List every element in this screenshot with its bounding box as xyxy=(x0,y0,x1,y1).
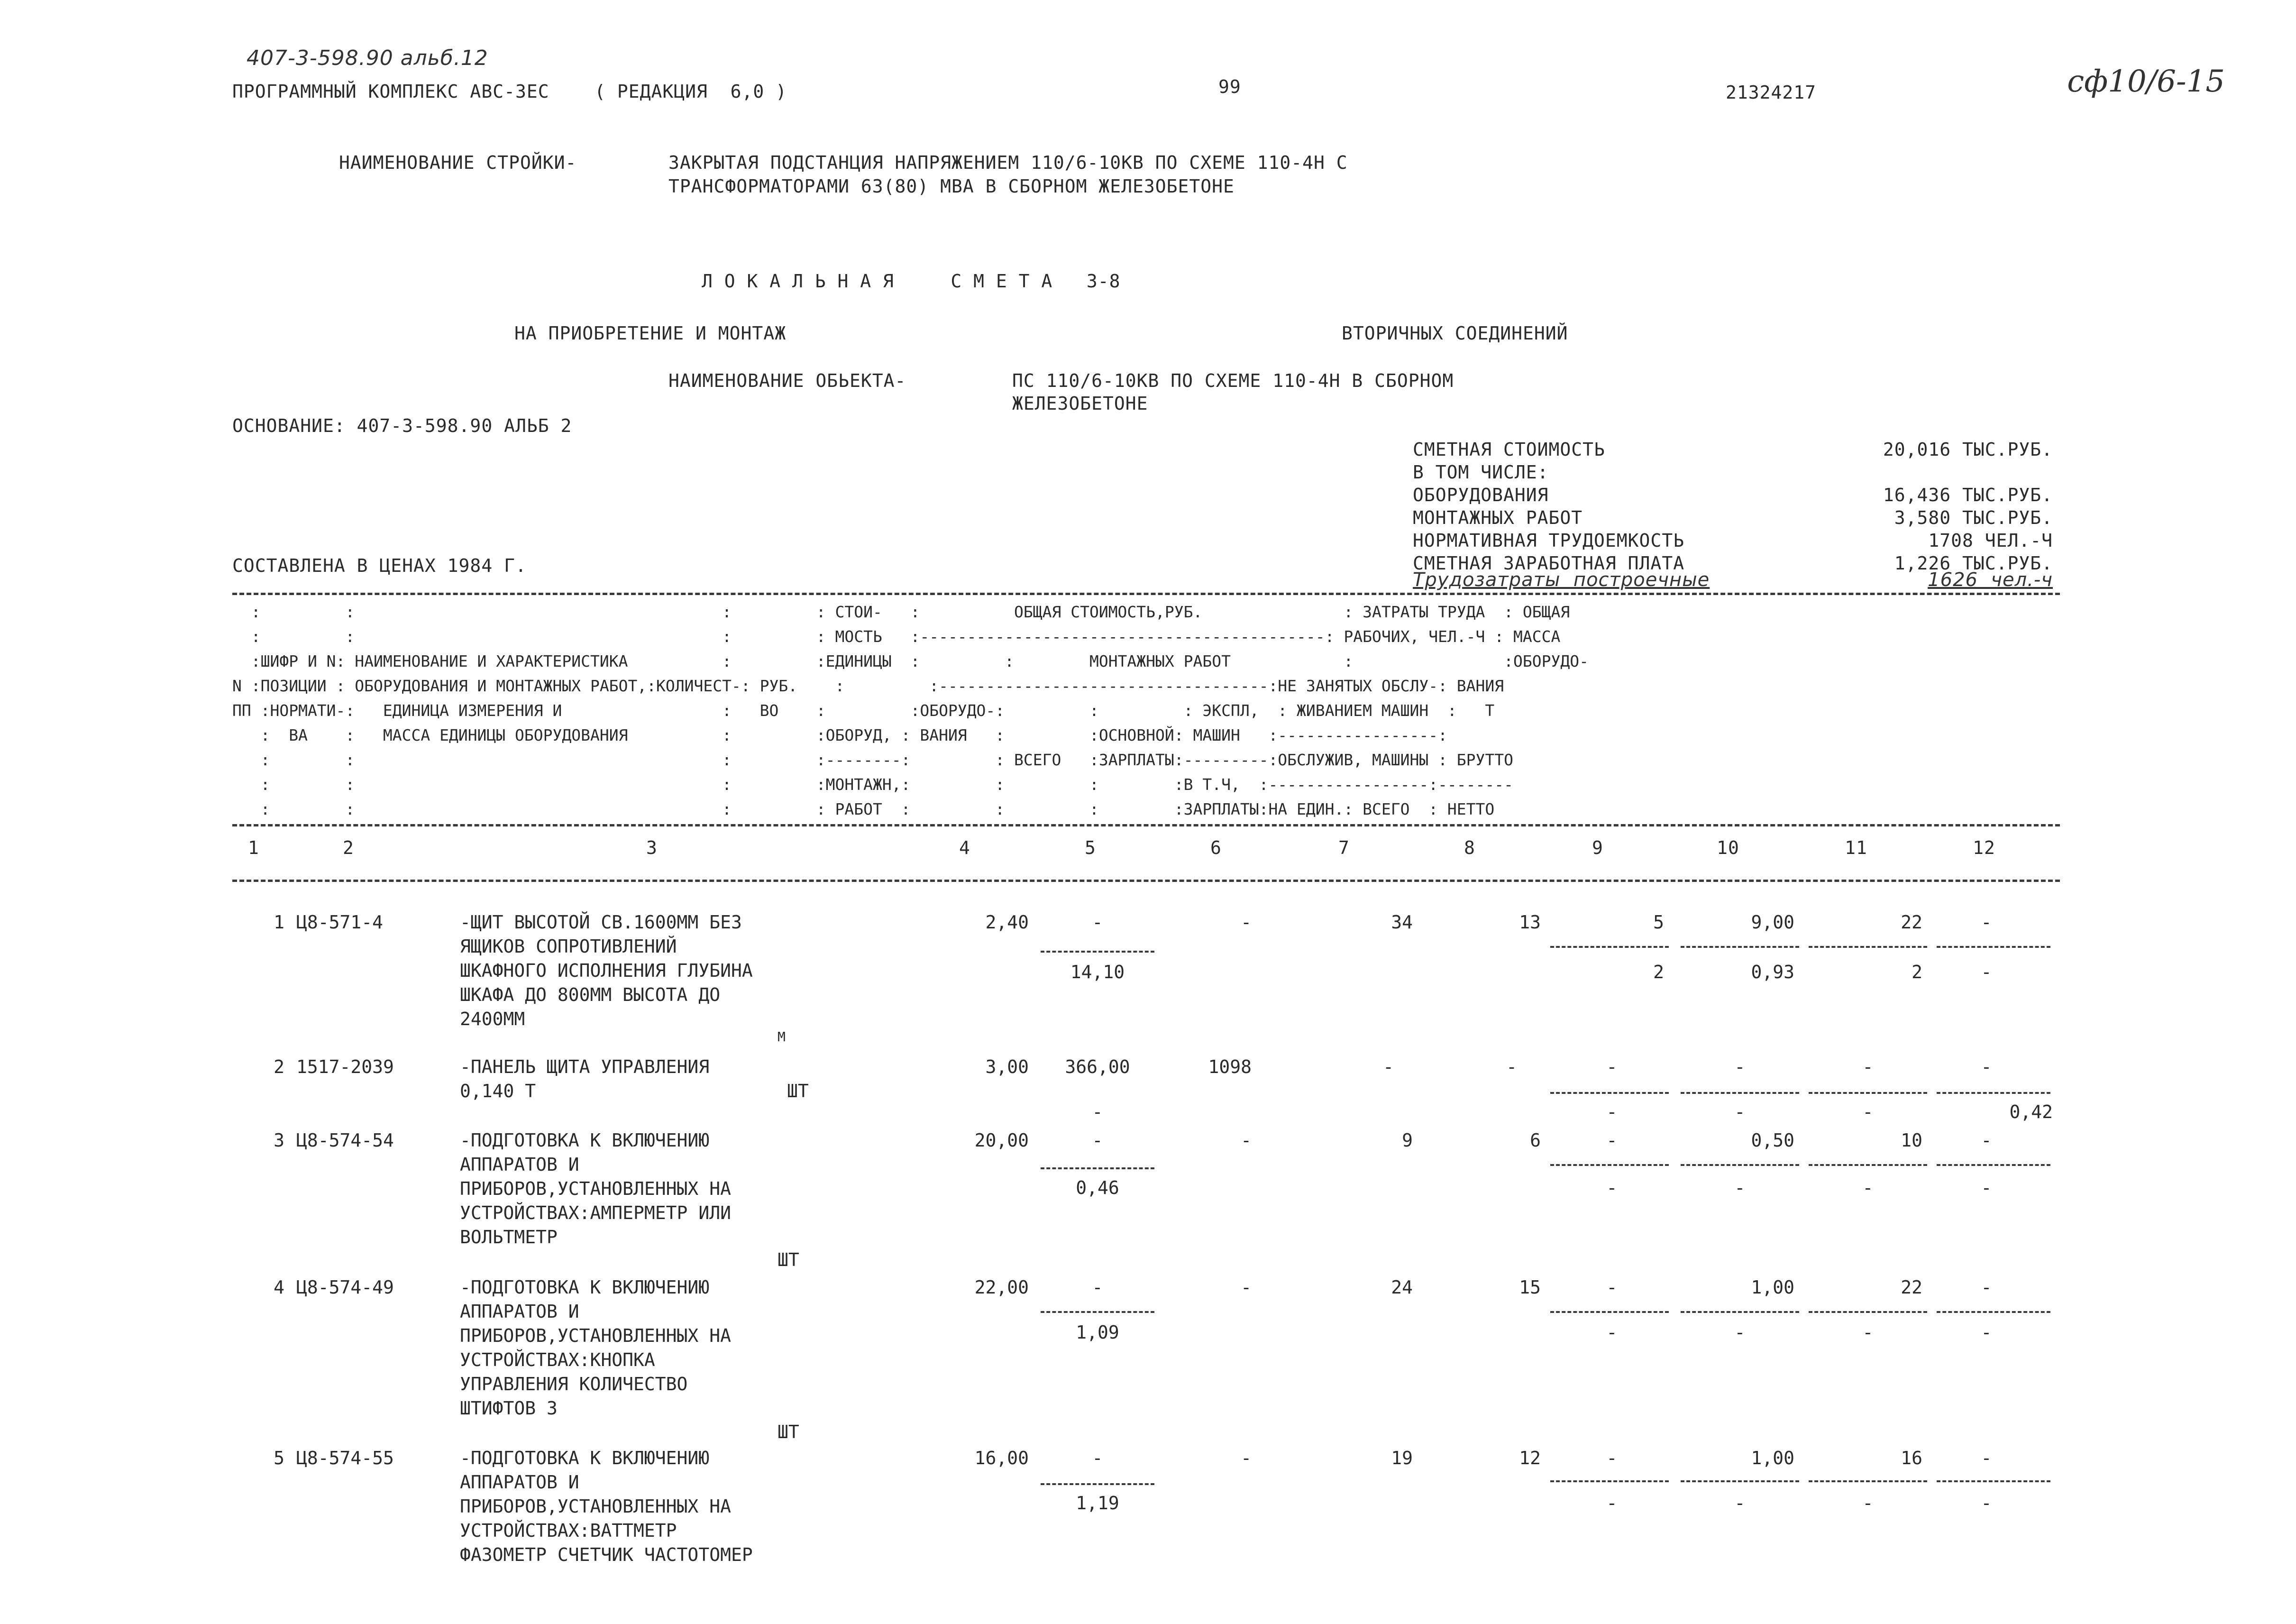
row-number: 2 xyxy=(274,1056,284,1077)
mass-net: 0,42 xyxy=(2009,1101,2053,1122)
handwritten-code: сф10/6-15 xyxy=(2067,64,2225,99)
labor-machine-per-unit: - xyxy=(1734,1493,1746,1514)
machine-wages: - xyxy=(1606,1101,1618,1122)
machine-operation: 5 xyxy=(1653,912,1664,933)
row-code: Ц8-574-49 xyxy=(296,1277,394,1298)
labor-per-unit: 1,00 xyxy=(1751,1448,1794,1468)
mass-net: - xyxy=(1981,1322,1992,1343)
labor-machine-total: - xyxy=(1862,1493,1874,1514)
row-description: -ПОДГОТОВКА К ВКЛЮЧЕНИЮ АППАРАТОВ И ПРИБОРОВ,УСТАНОВЛЕННЫХ НА УСТРОЙСТВАХ:АМПЕРМЕТР ИЛИ ВОЛЬТМЕТР xyxy=(460,1130,731,1248)
equipment-cost: - xyxy=(1241,1448,1252,1468)
table-header-line: : ВА : МАССА ЕДИНИЦЫ ОБОРУДОВАНИЯ : :ОБОРУД, : ВАНИЯ : :ОСНОВНОЙ: МАШИН :-----------------: xyxy=(232,726,1447,744)
construction-name-line-1: ЗАКРЫТАЯ ПОДСТАНЦИЯ НАПРЯЖЕНИЕМ 110/6-10КВ ПО СХЕМЕ 110-4Н С xyxy=(668,152,1348,173)
program-name: ПРОГРАММНЫЙ КОМПЛЕКС АВС-3ЕС ( РЕДАКЦИЯ 6,0 ) xyxy=(232,81,787,102)
labor-total: 10 xyxy=(1901,1130,1922,1151)
estimate-title: Л О К А Л Ь Н А Я С М Е Т А 3-8 xyxy=(702,271,1121,292)
labor-machine-total: 2 xyxy=(1912,962,1922,982)
labor-machine-per-unit: - xyxy=(1734,1101,1746,1122)
row-unit: М xyxy=(778,1029,786,1045)
labor-per-unit: 0,50 xyxy=(1751,1130,1794,1151)
row-code: 1517-2039 xyxy=(296,1056,394,1077)
row-description: -ПАНЕЛЬ ЩИТА УПРАВЛЕНИЯ 0,140 Т xyxy=(460,1056,710,1101)
base-wages: 15 xyxy=(1519,1277,1541,1298)
table-header-line: N :ПОЗИЦИИ : ОБОРУДОВАНИЯ И МОНТАЖНЫХ РАБОТ,:КОЛИЧЕСТ-: РУБ. : :-----------------------------------:НЕ ЗАНЯТЫХ ОБСЛУ-: ВАНИЯ xyxy=(232,677,1504,695)
labor-per-unit: 1,00 xyxy=(1751,1277,1794,1298)
unit-cost-installation: 14,10 xyxy=(1070,962,1125,982)
table-header-line: : : : :--------: : ВСЕГО :ЗАРПЛАТЫ:---------:ОБСЛУЖИВ, МАШИНЫ : БРУТТО xyxy=(232,751,1514,769)
labor-total: 16 xyxy=(1901,1448,1922,1468)
table-header-line: : : : : РАБОТ : : : :ЗАРПЛАТЫ:НА ЕДИН.: ВСЕГО : НЕТТО xyxy=(232,800,1495,818)
summary-value: 20,016 ТЫС.РУБ. xyxy=(1883,439,2053,460)
column-number: 4 xyxy=(959,837,970,858)
construction-label: НАИМЕНОВАНИЕ СТРОЙКИ- xyxy=(339,152,577,173)
mass-net: - xyxy=(1981,1493,1992,1514)
summary-label: СМЕТНАЯ ЗАРАБОТНАЯ ПЛАТА xyxy=(1413,553,1685,574)
labor-machine-total: - xyxy=(1862,1322,1874,1343)
installation-total: 34 xyxy=(1391,912,1413,933)
mass-gross: - xyxy=(1981,1277,1992,1298)
machine-operation: - xyxy=(1606,1130,1618,1151)
mass-gross: - xyxy=(1981,1448,1992,1468)
equipment-cost: 1098 xyxy=(1208,1056,1252,1077)
row-quantity: 2,40 xyxy=(985,912,1029,933)
table-header-line: : : : :МОНТАЖН,: : : :В Т.Ч, :-----------------:-------- xyxy=(232,775,1514,794)
row-code: Ц8-574-54 xyxy=(296,1130,394,1151)
table-header xyxy=(232,600,2060,823)
unit-cost-installation: - xyxy=(1092,1101,1103,1122)
page-number: 99 xyxy=(1218,76,1241,97)
summary-label: В ТОМ ЧИСЛЕ: xyxy=(1413,462,1549,483)
basis: ОСНОВАНИЕ: 407-3-598.90 АЛЬБ 2 xyxy=(232,415,572,436)
row-number: 4 xyxy=(274,1277,284,1298)
column-number: 8 xyxy=(1464,837,1475,858)
summary-value-handwritten: 1626 чел.-ч xyxy=(1928,569,2053,591)
labor-machine-per-unit: 0,93 xyxy=(1751,962,1794,982)
row-unit: ШТ xyxy=(778,1422,799,1442)
unit-cost-equipment: - xyxy=(1092,1277,1103,1298)
row-description: -ЩИТ ВЫСОТОЙ СВ.1600ММ БЕЗ ЯЩИКОВ СОПРОТИВЛЕНИЙ ШКАФНОГО ИСПОЛНЕНИЯ ГЛУБИНА ШКАФА ДО 800ММ ВЫСОТА ДО 2400ММ xyxy=(460,912,753,1029)
machine-wages: - xyxy=(1606,1177,1618,1198)
column-number: 5 xyxy=(1085,837,1096,858)
machine-wages: - xyxy=(1606,1322,1618,1343)
labor-machine-per-unit: - xyxy=(1734,1322,1746,1343)
summary-label: ОБОРУДОВАНИЯ xyxy=(1413,485,1549,505)
mass-gross: - xyxy=(1981,1130,1992,1151)
table-top-rule xyxy=(232,593,2060,595)
machine-wages: 2 xyxy=(1653,962,1664,982)
row-code: Ц8-571-4 xyxy=(296,912,384,933)
machine-operation: - xyxy=(1606,1056,1618,1077)
unit-cost-equipment: 366,00 xyxy=(1065,1056,1130,1077)
base-wages: 6 xyxy=(1530,1130,1541,1151)
column-number: 3 xyxy=(646,837,658,858)
row-unit: ШТ xyxy=(778,1249,799,1270)
labor-machine-total: - xyxy=(1862,1177,1874,1198)
column-number: 7 xyxy=(1338,837,1350,858)
column-number: 12 xyxy=(1973,837,1995,858)
object-name-line-2: ЖЕЛЕЗОБЕТОНЕ xyxy=(1012,393,1148,414)
table-header-line: : : : : МОСТЬ :-------------------------------------------: РАБОЧИХ, ЧЕЛ.-Ч : МАССА xyxy=(232,627,1561,646)
purpose-left: НА ПРИОБРЕТЕНИЕ И МОНТАЖ xyxy=(514,323,787,344)
summary-value: 16,436 ТЫС.РУБ. xyxy=(1883,485,2053,505)
table-header-line: : : : : СТОИ- : ОБЩАЯ СТОИМОСТЬ,РУБ. : ЗАТРАТЫ ТРУДА : ОБЩАЯ xyxy=(232,603,1570,621)
machine-operation: - xyxy=(1606,1277,1618,1298)
purpose-right: ВТОРИЧНЫХ СОЕДИНЕНИЙ xyxy=(1342,323,1568,344)
column-number: 11 xyxy=(1845,837,1867,858)
column-number: 10 xyxy=(1717,837,1739,858)
column-number: 6 xyxy=(1210,837,1222,858)
row-quantity: 20,00 xyxy=(974,1130,1029,1151)
labor-total: - xyxy=(1862,1056,1874,1077)
base-wages: - xyxy=(1506,1056,1517,1077)
summary-label-handwritten: Трудозатраты построечные xyxy=(1413,569,1710,591)
unit-cost-equipment: - xyxy=(1092,912,1103,933)
row-unit: ШТ xyxy=(787,1081,809,1101)
unit-cost-equipment: - xyxy=(1092,1130,1103,1151)
row-quantity: 3,00 xyxy=(985,1056,1029,1077)
document-code: 21324217 xyxy=(1726,82,1817,103)
summary-label: МОНТАЖНЫХ РАБОТ xyxy=(1413,507,1583,528)
machine-wages: - xyxy=(1606,1493,1618,1514)
row-code: Ц8-574-55 xyxy=(296,1448,394,1468)
summary-label: НОРМАТИВНАЯ ТРУДОЕМКОСТЬ xyxy=(1413,530,1685,551)
labor-total: 22 xyxy=(1901,1277,1922,1298)
equipment-cost: - xyxy=(1241,912,1252,933)
row-description: -ПОДГОТОВКА К ВКЛЮЧЕНИЮ АППАРАТОВ И ПРИБОРОВ,УСТАНОВЛЕННЫХ НА УСТРОЙСТВАХ:ВАТТМЕТР ФАЗОМЕТР СЧЕТЧИК ЧАСТОТОМЕР xyxy=(460,1448,753,1565)
album-number: 407-3-598.90 альб.12 xyxy=(247,46,488,70)
column-number: 2 xyxy=(343,837,354,858)
machine-operation: - xyxy=(1606,1448,1618,1468)
table-header-line: ПП :НОРМАТИ-: ЕДИНИЦА ИЗМЕРЕНИЯ И : ВО : :ОБОРУДО-: : : ЭКСПЛ, : ЖИВАНИЕМ МАШИН : Т xyxy=(232,701,1495,720)
summary-value: 1708 ЧЕЛ.-Ч xyxy=(1928,530,2053,551)
mass-gross: - xyxy=(1981,1056,1992,1077)
summary-value: 1,226 ТЫС.РУБ. xyxy=(1894,553,2053,574)
mass-gross: - xyxy=(1981,912,1992,933)
labor-per-unit: 9,00 xyxy=(1751,912,1794,933)
labor-machine-total: - xyxy=(1862,1101,1874,1122)
mass-net: - xyxy=(1981,962,1992,982)
column-number: 9 xyxy=(1592,837,1603,858)
table-header-line: :ШИФР И N: НАИМЕНОВАНИЕ И ХАРАКТЕРИСТИКА : :ЕДИНИЦЫ : : МОНТАЖНЫХ РАБОТ : :ОБОРУДО- xyxy=(232,652,1589,670)
column-number: 1 xyxy=(248,837,259,858)
columns-bottom-rule xyxy=(232,880,2060,882)
construction-name-line-2: ТРАНСФОРМАТОРАМИ 63(80) МВА В СБОРНОМ ЖЕЛЕЗОБЕТОНЕ xyxy=(668,176,1235,197)
installation-total: 9 xyxy=(1402,1130,1413,1151)
summary-value: 3,580 ТЫС.РУБ. xyxy=(1894,507,2053,528)
unit-cost-installation: 1,19 xyxy=(1076,1493,1119,1514)
installation-total: - xyxy=(1383,1056,1394,1077)
row-number: 1 xyxy=(274,912,284,933)
unit-cost-installation: 0,46 xyxy=(1076,1177,1119,1198)
equipment-cost: - xyxy=(1241,1130,1252,1151)
row-number: 3 xyxy=(274,1130,284,1151)
labor-machine-per-unit: - xyxy=(1734,1177,1746,1198)
installation-total: 19 xyxy=(1391,1448,1413,1468)
labor-per-unit: - xyxy=(1734,1056,1746,1077)
row-description: -ПОДГОТОВКА К ВКЛЮЧЕНИЮ АППАРАТОВ И ПРИБОРОВ,УСТАНОВЛЕННЫХ НА УСТРОЙСТВАХ:КНОПКА УПРАВЛЕНИЯ КОЛИЧЕСТВО ШТИФТОВ 3 xyxy=(460,1277,731,1419)
base-wages: 13 xyxy=(1519,912,1541,933)
summary-label: СМЕТНАЯ СТОИМОСТЬ xyxy=(1413,439,1605,460)
labor-total: 22 xyxy=(1901,912,1922,933)
installation-total: 24 xyxy=(1391,1277,1413,1298)
prices-year: СОСТАВЛЕНА В ЦЕНАХ 1984 Г. xyxy=(232,555,527,576)
mass-net: - xyxy=(1981,1177,1992,1198)
row-quantity: 22,00 xyxy=(974,1277,1029,1298)
base-wages: 12 xyxy=(1519,1448,1541,1468)
unit-cost-equipment: - xyxy=(1092,1448,1103,1468)
object-label: НАИМЕНОВАНИЕ ОБЬЕКТА- xyxy=(668,370,906,391)
row-number: 5 xyxy=(274,1448,284,1468)
header-bottom-rule xyxy=(232,824,2060,826)
unit-cost-installation: 1,09 xyxy=(1076,1322,1119,1343)
equipment-cost: - xyxy=(1241,1277,1252,1298)
row-quantity: 16,00 xyxy=(974,1448,1029,1468)
object-name-line-1: ПС 110/6-10КВ ПО СХЕМЕ 110-4Н В СБОРНОМ xyxy=(1012,370,1454,391)
